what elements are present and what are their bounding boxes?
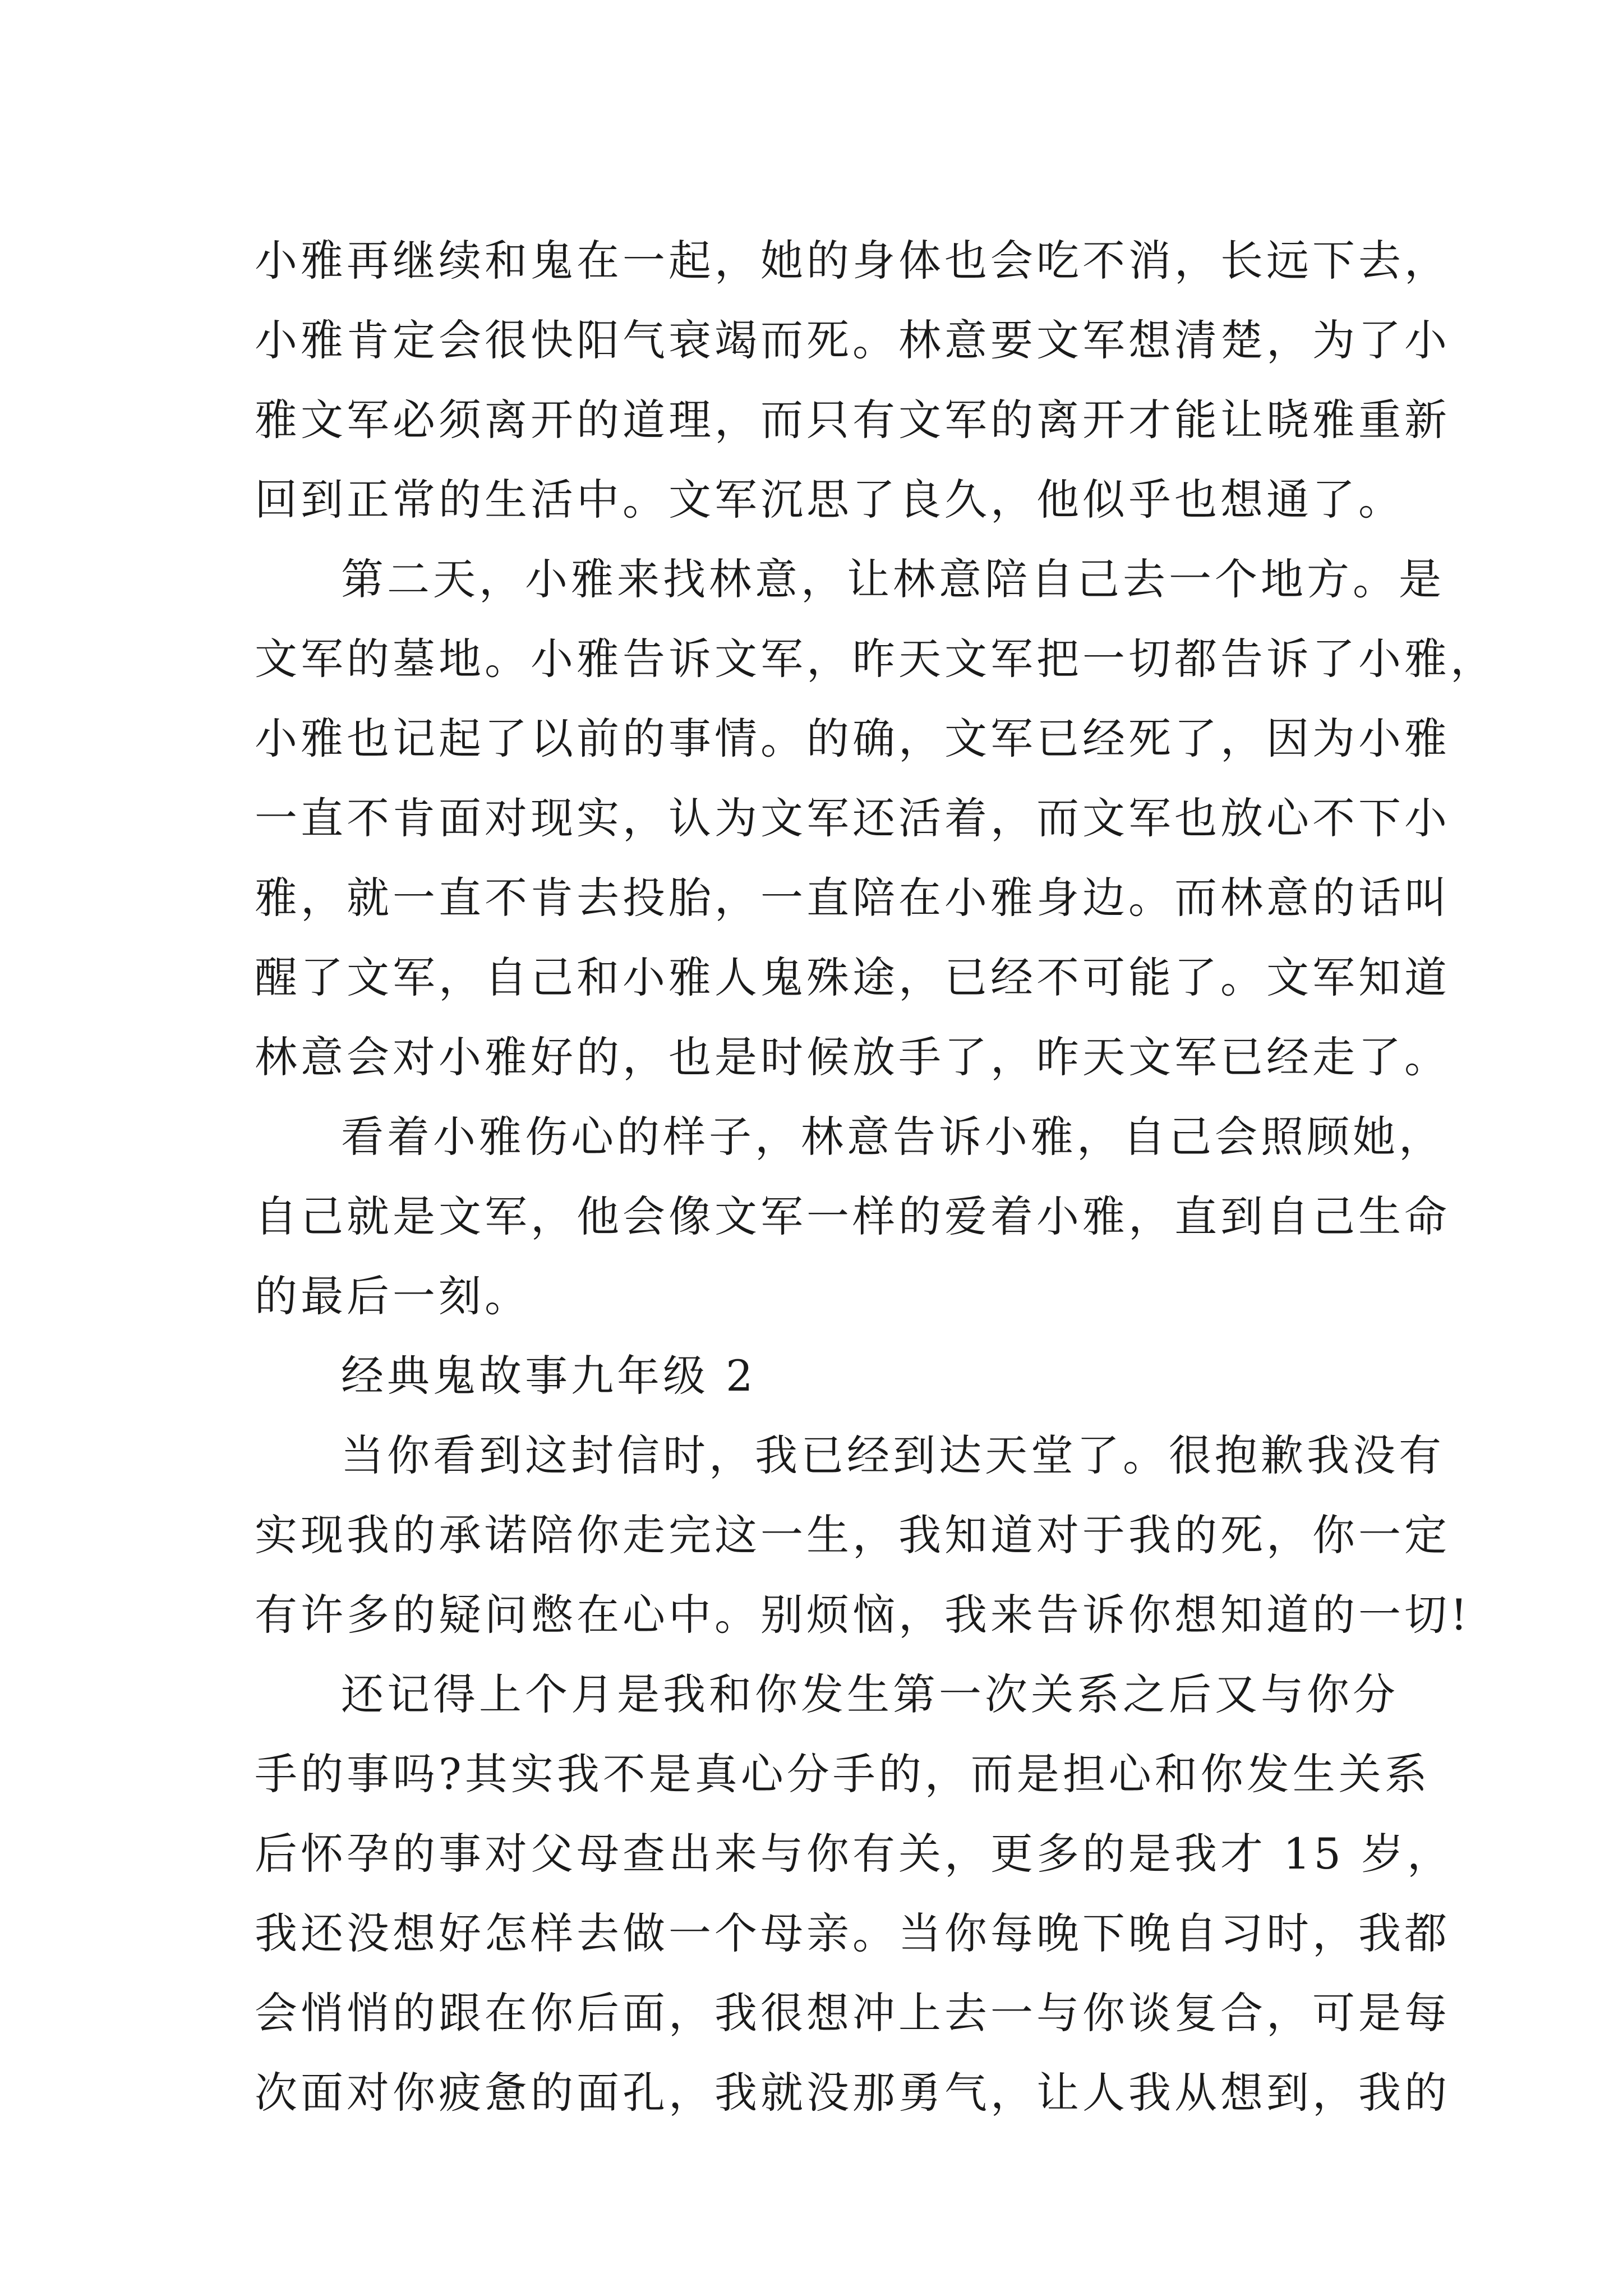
text-line: 小雅也记起了以前的事情。的确，文军已经死了，因为小雅 <box>255 714 1450 763</box>
text-line: 有许多的疑问憋在心中。别烦恼，我来告诉你想知道的一切! <box>255 1590 1471 1640</box>
text-line: 自己就是文军，他会像文军一样的爱着小雅，直到自己生命 <box>255 1191 1450 1241</box>
section-heading: 经典鬼故事九年级 2 <box>341 1351 757 1401</box>
text-line: 一直不肯面对现实，认为文军还活着，而文军也放心不下小 <box>255 793 1450 843</box>
text-line: 手的事吗?其实我不是真心分手的，而是担心和你发生关系 <box>255 1749 1431 1799</box>
text-line: 实现我的承诺陪你走完这一生，我知道对于我的死，你一定 <box>255 1510 1450 1560</box>
text-line: 雅，就一直不肯去投胎，一直陪在小雅身边。而林意的话叫 <box>255 873 1450 923</box>
text-line: 次面对你疲惫的面孔，我就没那勇气，让人我从想到，我的 <box>255 2068 1450 2118</box>
text-line: 小雅肯定会很快阳气衰竭而死。林意要文军想清楚，为了小 <box>255 315 1450 365</box>
text-line: 林意会对小雅好的，也是时候放手了，昨天文军已经走了。 <box>255 1032 1450 1082</box>
text-line: 后怀孕的事对父母查出来与你有关，更多的是我才 15 岁， <box>255 1829 1454 1879</box>
paragraph-start: 还记得上个月是我和你发生第一次关系之后又与你分 <box>341 1669 1399 1719</box>
text-line: 回到正常的生活中。文军沉思了良久，他似乎也想通了。 <box>255 475 1404 524</box>
text-line: 的最后一刻。 <box>255 1271 531 1321</box>
text-line: 我还没想好怎样去做一个母亲。当你每晚下晚自习时，我都 <box>255 1908 1450 1958</box>
text-line: 小雅再继续和鬼在一起，她的身体也会吃不消，长远下去， <box>255 236 1450 286</box>
text-line: 会悄悄的跟在你后面，我很想冲上去一与你谈复合，可是每 <box>255 1988 1450 2038</box>
paragraph-start: 当你看到这封信时，我已经到达天堂了。很抱歉我没有 <box>341 1430 1445 1480</box>
paragraph-start: 第二天，小雅来找林意，让林意陪自己去一个地方。是 <box>341 554 1445 604</box>
text-line: 雅文军必须离开的道理，而只有文军的离开才能让晓雅重新 <box>255 395 1450 445</box>
paragraph-start: 看着小雅伤心的样子，林意告诉小雅，自己会照顾她， <box>341 1112 1445 1162</box>
text-line: 醒了文军，自己和小雅人鬼殊途，已经不可能了。文军知道 <box>255 953 1450 1002</box>
text-line: 文军的墓地。小雅告诉文军，昨天文军把一切都告诉了小雅， <box>255 634 1496 684</box>
